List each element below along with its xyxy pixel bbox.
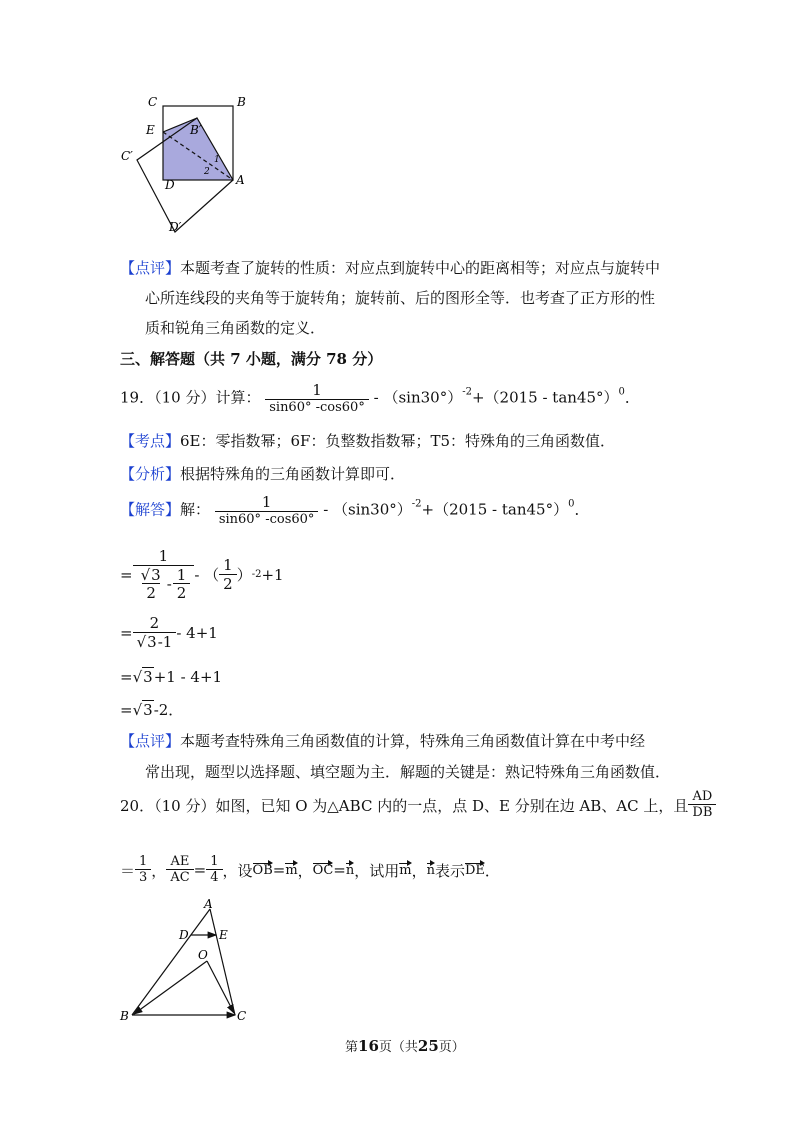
- step1-fraction: [133, 548, 195, 602]
- q20-comma: ，: [151, 861, 167, 880]
- q19-number: 19．（10 分）计算：: [120, 388, 261, 407]
- label-E: E: [219, 928, 228, 942]
- section-title: 三、解答题（共 7 小题，满分 78 分）: [120, 350, 383, 368]
- q20-eq3: =: [272, 861, 286, 880]
- jieda-prefix: 解：: [180, 500, 211, 519]
- q19-part-a: - （sin30°）: [373, 388, 463, 407]
- q20-one-quarter: [206, 855, 222, 886]
- step1-exp: -2: [251, 569, 262, 581]
- triangle-figure: [115, 895, 260, 1030]
- label-D-prime: D′: [169, 220, 182, 234]
- question-20-line1: [120, 790, 716, 821]
- label-B: B: [237, 95, 246, 109]
- step1-half-den: 2: [219, 574, 237, 593]
- footer-total: 25: [417, 1037, 439, 1055]
- q20-ac: AC: [166, 869, 193, 885]
- comment-text: 本题考查了旋转的性质：对应点到旋转中心的距离相等；对应点与旋转中: [180, 259, 661, 277]
- label-C: C: [148, 95, 158, 109]
- q20-four: 4: [206, 869, 222, 885]
- label-A: A: [236, 173, 245, 187]
- q20-ae: AE: [170, 854, 190, 869]
- footer-pre: 第: [345, 1040, 359, 1055]
- vector-n2: n: [426, 862, 435, 878]
- step2-den-tail: -1: [157, 632, 173, 651]
- q19-dianping-line1: [120, 730, 645, 751]
- step1-one-over-2: [173, 567, 191, 602]
- jieda-fraction: [215, 494, 319, 527]
- step4-eq: =: [120, 701, 133, 719]
- label-C: C: [237, 1009, 247, 1023]
- footer-mid: 页（共: [378, 1040, 418, 1055]
- step3-tail: +1 - 4+1: [153, 668, 223, 686]
- label-C-prime: C′: [121, 149, 133, 163]
- step4-tail: -2．: [153, 701, 184, 719]
- q19-step2: [120, 615, 218, 650]
- label-D: D: [165, 178, 175, 192]
- vector-ob: OB: [252, 862, 273, 878]
- q19-exp-a: -2: [462, 386, 472, 398]
- step1-half-num: 1: [223, 556, 233, 575]
- q19-fraction: [265, 382, 369, 415]
- step1-den: [133, 565, 195, 602]
- kaodian-tag: 【考点】: [120, 432, 181, 450]
- kaodian-text: 6E：零指数幂；6F：负整数指数幂；T5：特殊角的三角函数值．: [180, 432, 616, 450]
- step2-fraction: [133, 615, 177, 650]
- rotation-figure: [115, 92, 265, 237]
- comment-18-line1: [120, 257, 660, 278]
- vector-m: m: [285, 862, 298, 878]
- q20-ad-db: [688, 790, 716, 821]
- q19-step3: =√3+1 - 4+1: [120, 668, 223, 686]
- q19-fenxi: [120, 463, 405, 484]
- q20-eq2: =: [193, 861, 207, 880]
- q20-one2: 1: [210, 854, 219, 869]
- comment-18-line2: 心所连线段的夹角等于旋转角；旋转前、后的图形全等．也考查了正方形的性: [145, 289, 656, 307]
- q19-frac-num: 1: [312, 381, 322, 399]
- label-D: D: [179, 928, 189, 942]
- q20-text: 20．（10 分）如图，已知 O 为△ABC 内的一点，点 D、E 分别在边 AB、AC 上，且: [120, 796, 689, 815]
- q19-kaodian: [120, 430, 615, 451]
- q19-frac-den: sin60° -cos60°: [265, 399, 369, 415]
- footer-page: 16: [358, 1037, 379, 1055]
- q20-one-third: [135, 855, 151, 886]
- jieda-exp-a: -2: [411, 498, 422, 510]
- step1-two-a: 2: [142, 583, 160, 602]
- jieda-tag: 【解答】: [120, 500, 181, 519]
- comment-tag: 【点评】: [120, 259, 181, 277]
- step1-minus: -: [166, 574, 172, 593]
- q19-part-b: +（2015 - tan45°）: [471, 388, 619, 407]
- q20-eq: ＝: [120, 861, 136, 880]
- q20-one: 1: [139, 854, 148, 869]
- angle-1-label: 1: [214, 155, 220, 165]
- jieda-part-a: - （sin30°）: [323, 500, 412, 519]
- page-footer: [345, 1036, 465, 1055]
- label-E: E: [146, 123, 155, 137]
- step1-rest: - （: [194, 566, 220, 585]
- step1-half: [219, 557, 237, 592]
- jieda-frac-num: 1: [261, 493, 272, 511]
- step1-two-b: 2: [173, 583, 191, 602]
- q20-set: ，设: [222, 861, 253, 880]
- q20-db: DB: [688, 804, 716, 820]
- step1-rad: 3: [151, 565, 161, 584]
- label-B: B: [120, 1009, 129, 1023]
- label-A: A: [204, 897, 213, 911]
- step4-rad: 3: [143, 701, 153, 719]
- vector-n: n: [345, 862, 355, 878]
- step1-tail: +1: [261, 565, 284, 584]
- step2-rad: 3: [147, 632, 157, 651]
- step1-one: 1: [176, 565, 187, 584]
- jieda-exp-b: 0: [568, 498, 575, 510]
- jieda-part-b: +（2015 - tan45°）: [421, 500, 569, 519]
- step2-num: 2: [149, 614, 160, 632]
- q19-exp-b: 0: [618, 386, 625, 398]
- comment-18-line3: 质和锐角三角函数的定义．: [145, 319, 326, 337]
- step1-close: ）: [236, 566, 252, 585]
- q19-end: ．: [624, 388, 640, 407]
- fenxi-text: 根据特殊角的三角函数计算即可．: [180, 465, 406, 483]
- vector-de: DE: [464, 862, 485, 878]
- vector-m2: m: [399, 862, 412, 878]
- dianping-tag: 【点评】: [120, 732, 181, 750]
- q20-try: ，试用: [354, 861, 400, 880]
- vector-oc: OC: [312, 862, 334, 878]
- step2-den: √3-1: [133, 632, 177, 651]
- angle-2-label: 2: [204, 167, 210, 177]
- q20-end: ．: [484, 861, 500, 880]
- q20-comma2: ，: [297, 861, 313, 880]
- q20-ae-ac: [166, 855, 193, 886]
- label-O: O: [198, 948, 208, 962]
- q20-ad: AD: [692, 789, 713, 804]
- step3-rad: 3: [143, 668, 153, 686]
- jieda-frac-den: sin60° -cos60°: [215, 511, 319, 527]
- dianping-text1: 本题考查特殊角三角函数值的计算，特殊角三角函数值计算在中考中经: [180, 732, 646, 750]
- q20-three: 3: [135, 869, 151, 885]
- question-19: [120, 382, 640, 415]
- step3-eq: =: [120, 668, 133, 686]
- step2-eq: =: [120, 623, 133, 642]
- q19-step1: [120, 548, 284, 602]
- step1-sqrt3-over-2: $\frac{√3}{2}$: [140, 565, 161, 602]
- footer-post: 页）: [438, 1040, 465, 1055]
- label-B-prime: B′: [190, 123, 202, 137]
- q19-jieda: [120, 494, 590, 527]
- fenxi-tag: 【分析】: [120, 465, 181, 483]
- q20-eq4: =: [333, 861, 346, 880]
- jieda-end: ．: [574, 500, 590, 519]
- q20-show: 表示: [434, 861, 465, 880]
- step2-tail: - 4+1: [176, 623, 218, 642]
- step1-eq: =: [120, 565, 133, 584]
- q19-step4: =√3-2．: [120, 701, 184, 719]
- q19-dianping-line2: 常出现，题型以选择题、填空题为主．解题的关键是：熟记特殊角三角函数值．: [145, 763, 671, 781]
- q20-comma3: ，: [411, 861, 427, 880]
- question-20-line2: [120, 855, 500, 886]
- step1-num: 1: [158, 547, 169, 565]
